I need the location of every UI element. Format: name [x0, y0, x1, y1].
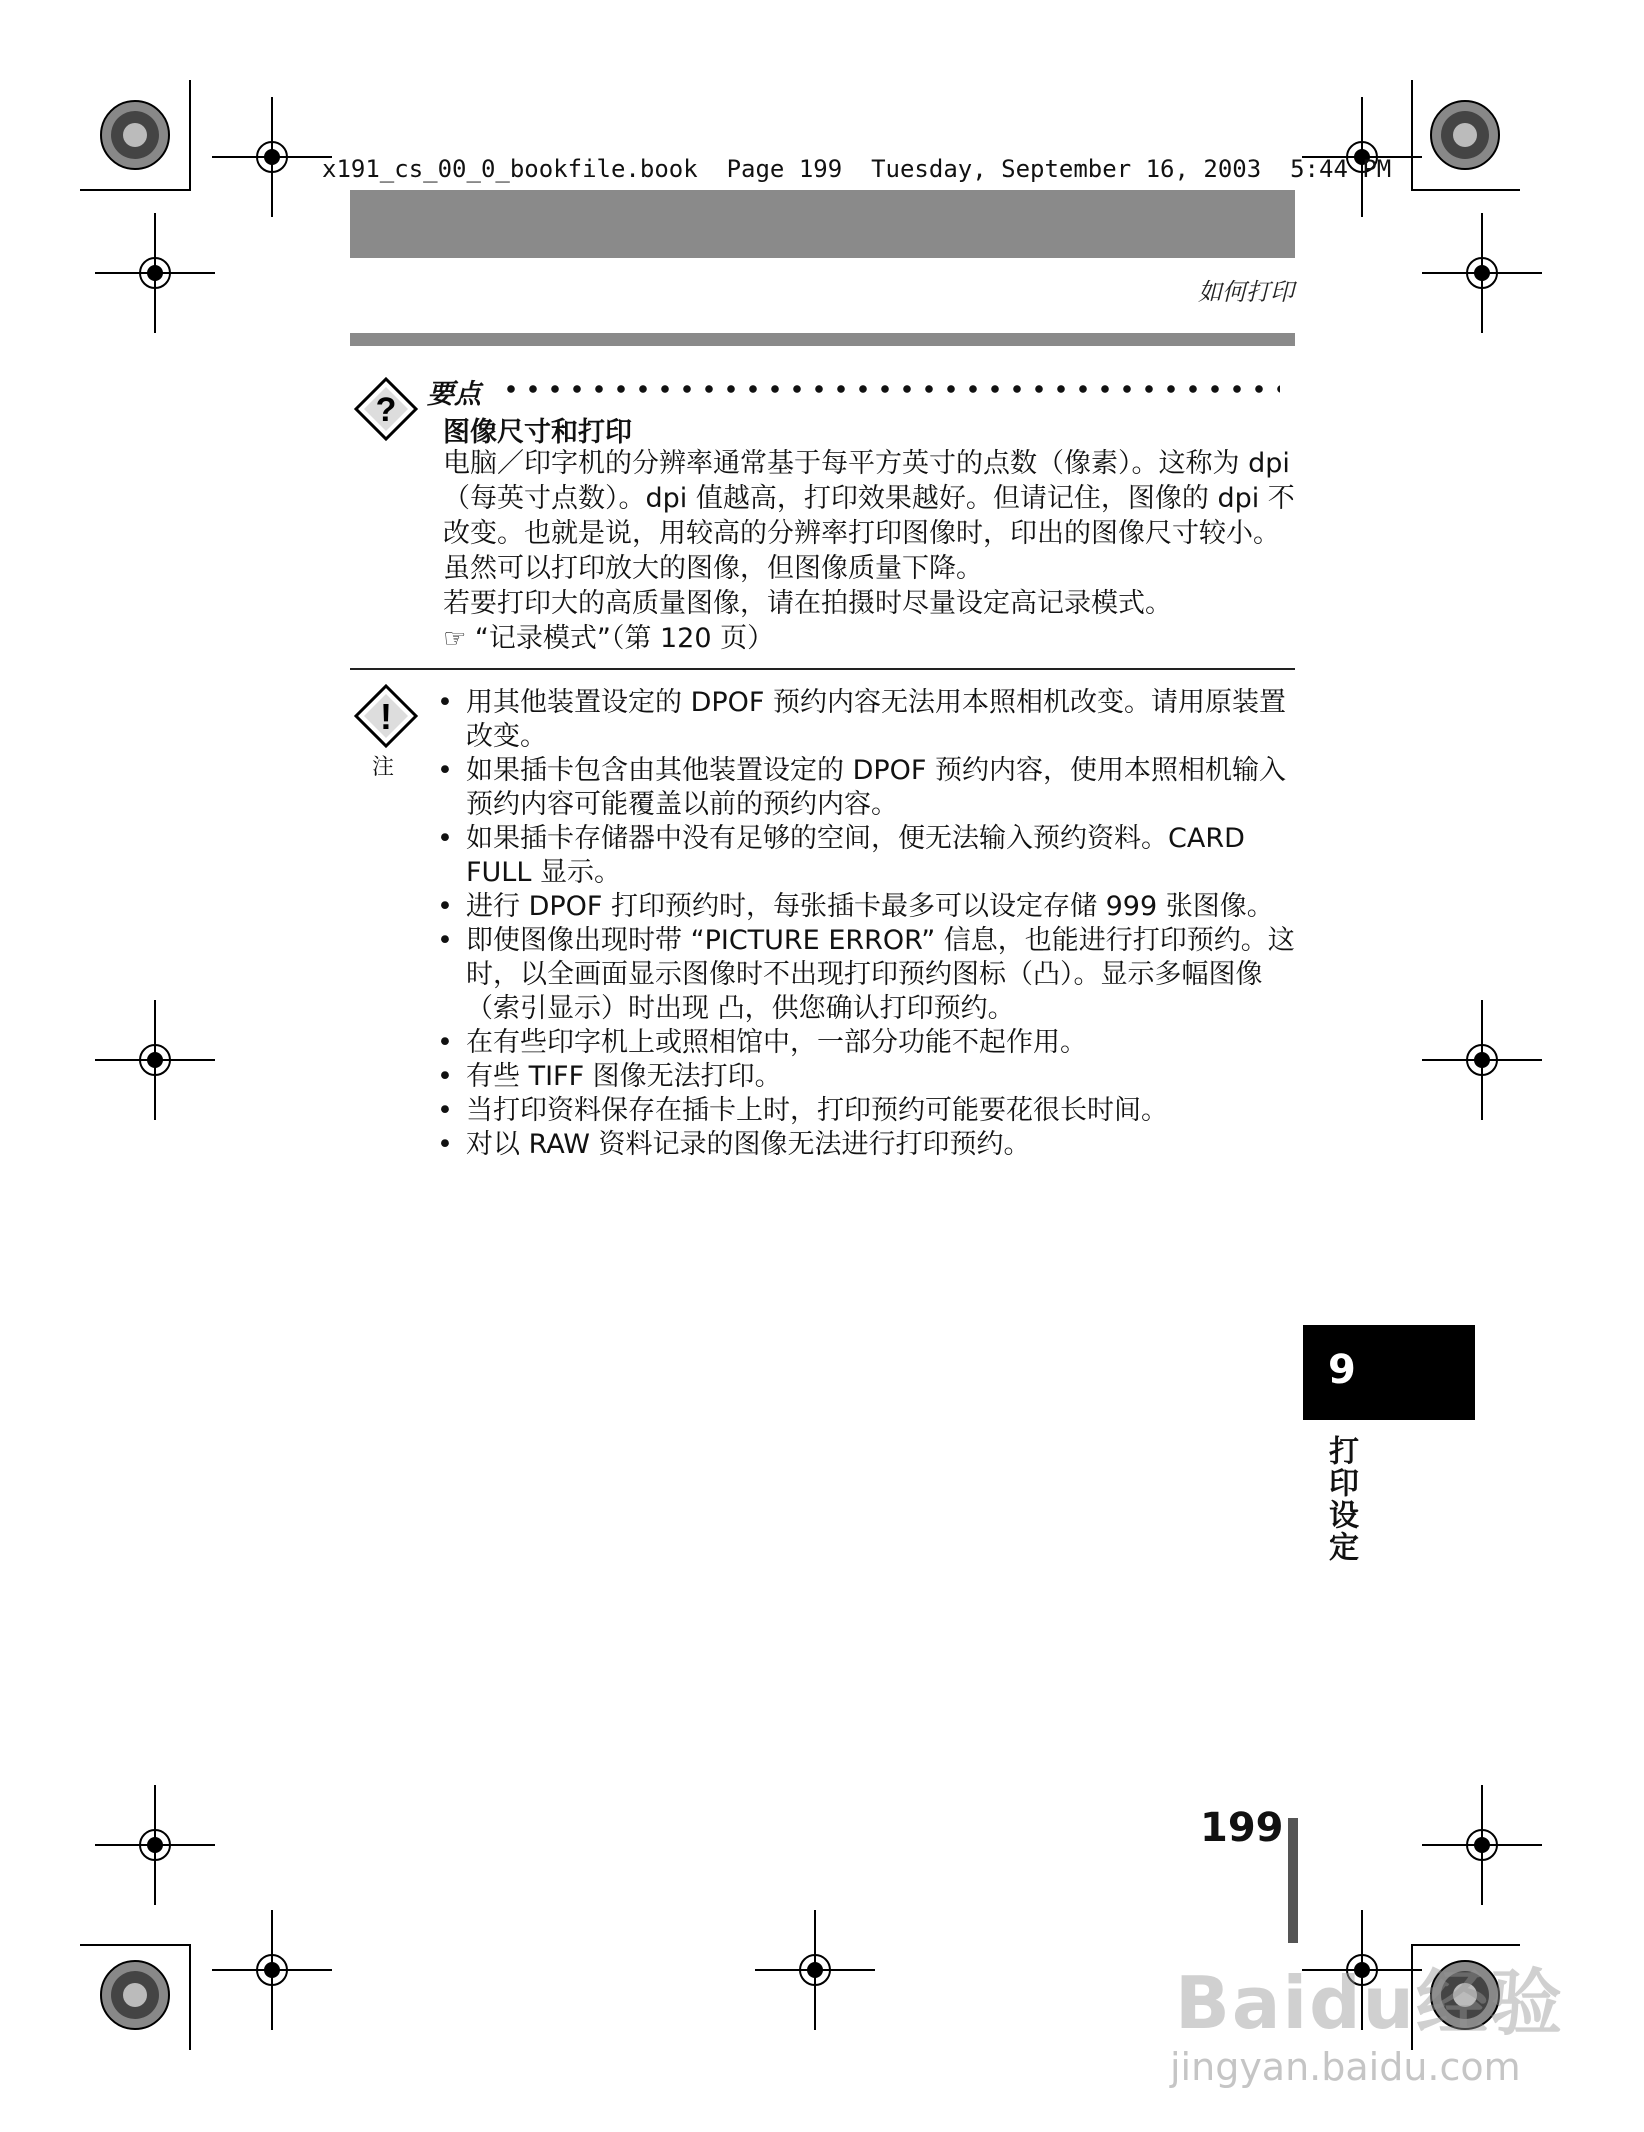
list-item: • 如果插卡存储器中没有足够的空间，便无法输入预约资料。CARD FULL 显示。: [437, 822, 1297, 890]
chapter-title: 打印设定: [1323, 1435, 1358, 1563]
chapter-tab: [1303, 1325, 1475, 1420]
svg-text:?: ?: [375, 391, 397, 429]
tip-dotted-rule: [500, 384, 1280, 394]
tip-body: [443, 446, 1295, 657]
tip-title: 图像尺寸和打印: [443, 417, 632, 448]
note-label: 注: [372, 755, 395, 780]
section-title: 如何打印: [1198, 278, 1294, 306]
list-item: • 如果插卡包含由其他装置设定的 DPOF 预约内容，使用本照相机输入预约内容可能覆盖以前的预约内容。: [437, 754, 1297, 822]
note-list: [437, 686, 1297, 1162]
page-number-bar: [1288, 1818, 1298, 1943]
watermark-logo: Baidu经验: [1175, 1961, 1564, 2045]
header-bar: [350, 190, 1295, 258]
section-divider: [350, 668, 1295, 670]
tip-heading: 要点: [427, 379, 481, 410]
list-item: • 用其他装置设定的 DPOF 预约内容无法用本照相机改变。请用原装置改变。: [437, 686, 1297, 754]
tip-paragraph: 电脑／印字机的分辨率通常基于每平方英寸的点数（像素）。这称为 dpi（每英寸点数）。dpi 值越高，打印效果越好。但请记住，图像的 dpi 不改变。也就是说，用较高的分辨率打印图像时，印出的图像尺寸较小。虽然可以打印放大的图像，但图像质量下降。: [443, 448, 1295, 584]
watermark-url: jingyan.baidu.com: [1170, 2045, 1521, 2089]
chapter-number: 9: [1328, 1347, 1356, 1393]
tip-paragraph: 若要打印大的高质量图像，请在拍摄时尽量设定高记录模式。: [443, 588, 1172, 619]
tip-reference: [443, 621, 1295, 657]
section-rule: [350, 333, 1295, 346]
page-number: 199: [1200, 1805, 1284, 1851]
exclamation-diamond-icon: [352, 682, 420, 750]
list-item: • 当打印资料保存在插卡上时，打印预约可能要花很长时间。: [437, 1094, 1297, 1128]
pointing-hand-icon: ☞: [443, 624, 467, 654]
question-diamond-icon: [352, 375, 420, 443]
tip-reference-text: “记录模式”（第 120 页）: [474, 623, 775, 654]
list-item: • 在有些印字机上或照相馆中，一部分功能不起作用。: [437, 1026, 1297, 1060]
list-item: • 即使图像出现时带 “PICTURE ERROR” 信息，也能进行打印预约。这时，以全画面显示图像时不出现打印预约图标（凸）。显示多幅图像（索引显示）时出现 凸，供您确认打印预约。: [437, 924, 1297, 1026]
list-item: • 对以 RAW 资料记录的图像无法进行打印预约。: [437, 1128, 1297, 1162]
file-header: x191_cs_00_0_bookfile.book Page 199 Tuesday, September 16, 2003 5:44 PM: [322, 155, 1392, 183]
list-item: • 进行 DPOF 打印预约时，每张插卡最多可以设定存储 999 张图像。: [437, 890, 1297, 924]
svg-text:!: !: [380, 696, 392, 737]
list-item: • 有些 TIFF 图像无法打印。: [437, 1060, 1297, 1094]
